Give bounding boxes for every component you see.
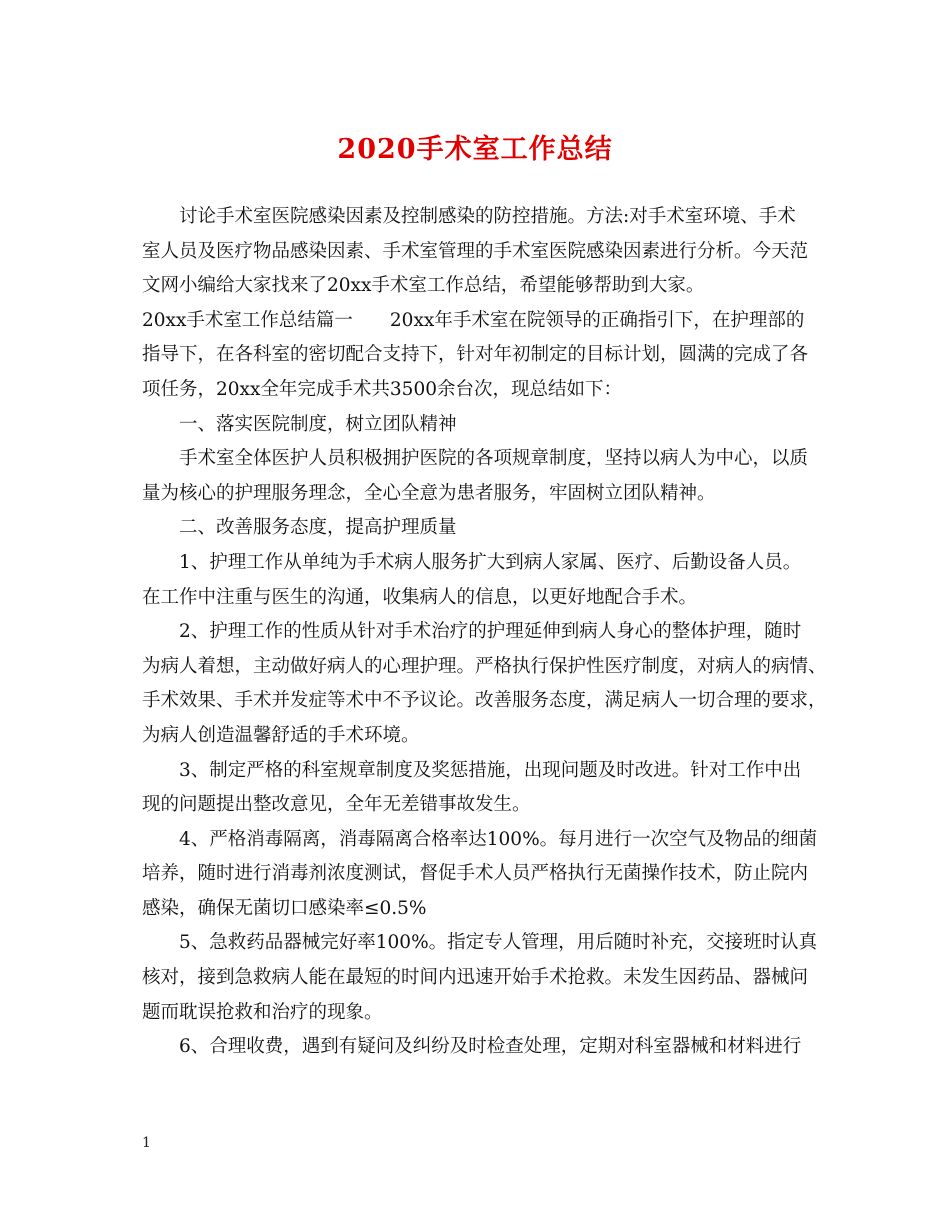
- body-line: 2、护理工作的性质从针对手术治疗的护理延伸到病人身心的整体护理，随时: [179, 621, 802, 643]
- document-title: 2020手术室工作总结: [337, 134, 613, 165]
- body-line: 6、合理收费，遇到有疑问及纠纷及时检查处理，定期对科室器械和材料进行: [179, 1036, 802, 1058]
- body-line: 题而耽误抢救和治疗的现象。: [142, 1001, 383, 1023]
- body-line: 现的问题提出整改意见，全年无差错事故发生。: [142, 794, 531, 816]
- body-line: 1、护理工作从单纯为手术病人服务扩大到病人家属、医疗、后勤设备人员。: [179, 551, 802, 573]
- body-line: 室人员及医疗物品感染因素、手术室管理的手术室医院感染因素进行分析。今天范: [142, 240, 809, 262]
- body-line: 二、改善服务态度，提高护理质量: [179, 517, 457, 539]
- body-line: 文网小编给大家找来了20xx手术室工作总结，希望能够帮助到大家。: [142, 275, 705, 297]
- body-line: 手术室全体医护人员积极拥护医院的各项规章制度，坚持以病人为中心，以质: [179, 448, 809, 470]
- body-line: 20xx手术室工作总结篇一 20xx年手术室在院领导的正确指引下，在护理部的: [142, 309, 805, 331]
- body-line: 感染，确保无菌切口感染率≤0.5%: [142, 897, 427, 919]
- body-line: 一、落实医院制度，树立团队精神: [179, 413, 457, 435]
- document-body: [142, 200, 827, 1065]
- body-line: 量为核心的护理服务理念，全心全意为患者服务，牢固树立团队精神。: [142, 482, 716, 504]
- body-line: 培养，随时进行消毒剂浓度测试，督促手术人员严格执行无菌操作技术，防止院内: [142, 863, 809, 885]
- body-line: 为病人创造温馨舒适的手术环境。: [142, 724, 420, 746]
- body-line: 项任务，20xx全年完成手术共3500余台次，现总结如下：: [142, 378, 622, 400]
- body-line: 在工作中注重与医生的沟通，收集病人的信息，以更好地配合手术。: [142, 586, 698, 608]
- page-number: 1: [142, 1135, 151, 1151]
- body-line: 为病人着想，主动做好病人的心理护理。严格执行保护性医疗制度，对病人的病情、: [142, 655, 827, 677]
- body-line: 核对，接到急救病人能在最短的时间内迅速开始手术抢救。未发生因药品、器械问: [142, 967, 809, 989]
- body-line: 4、严格消毒隔离，消毒隔离合格率达100%。每月进行一次空气及物品的细菌: [179, 828, 818, 850]
- body-line: 3、制定严格的科室规章制度及奖惩措施，出现问题及时改进。针对工作中出: [179, 759, 802, 781]
- body-line: 指导下，在各科室的密切配合支持下，针对年初制定的目标计划，圆满的完成了各: [142, 344, 809, 366]
- body-line: 讨论手术室医院感染因素及控制感染的防控措施。方法:对手术室环境、手术: [179, 206, 796, 227]
- body-line: 5、急救药品器械完好率100%。指定专人管理，用后随时补充，交接班时认真: [179, 932, 818, 954]
- body-line: 手术效果、手术并发症等术中不予议论。改善服务态度，满足病人一切合理的要求，: [142, 690, 827, 712]
